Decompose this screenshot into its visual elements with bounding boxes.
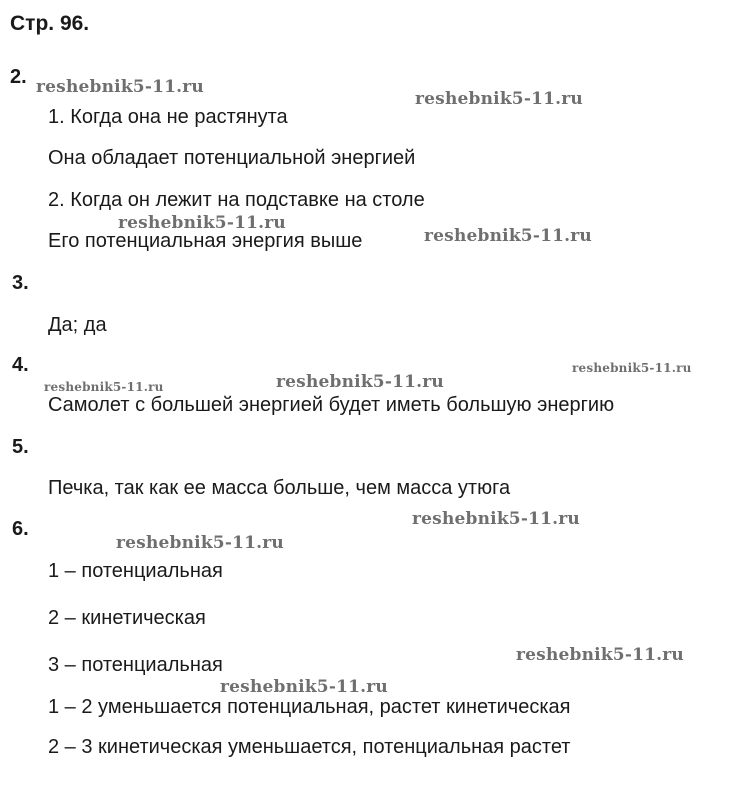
answer-line: Печка, так как ее масса больше, чем масса утюга <box>48 477 511 499</box>
answer-line: 1 – 2 уменьшается потенциальная, растет кинетическая <box>48 696 571 718</box>
answer-line: 3 – потенциальная <box>48 654 223 676</box>
question-number: 5. <box>12 436 29 458</box>
answer-line: 2 – 3 кинетическая уменьшается, потенциальная растет <box>48 736 571 758</box>
watermark: reshebnik5-11.ru <box>276 372 444 392</box>
page-title: Стр. 96. <box>10 12 90 35</box>
watermark: reshebnik5-11.ru <box>116 533 284 553</box>
watermark: reshebnik5-11.ru <box>572 361 692 375</box>
answer-line: Самолет с большей энергией будет иметь большую энергию <box>48 394 615 416</box>
watermark: reshebnik5-11.ru <box>36 77 204 97</box>
watermark: reshebnik5-11.ru <box>220 677 388 697</box>
answer-line: 2 – кинетическая <box>48 607 206 629</box>
answer-line: Да; да <box>48 314 107 336</box>
watermark: reshebnik5-11.ru <box>118 213 286 233</box>
answer-line: Его потенциальная энергия выше <box>48 230 363 252</box>
question-number: 4. <box>12 354 29 376</box>
question-number: 2. <box>10 66 27 88</box>
watermark: reshebnik5-11.ru <box>44 380 164 394</box>
question-number: 6. <box>12 518 29 540</box>
answer-line: 1 – потенциальная <box>48 560 223 582</box>
answer-line: 1. Когда она не растянута <box>48 106 288 128</box>
answer-line: 2. Когда он лежит на подставке на столе <box>48 189 425 211</box>
answer-line: Она обладает потенциальной энергией <box>48 147 416 169</box>
watermark: reshebnik5-11.ru <box>516 645 684 665</box>
question-number: 3. <box>12 272 29 294</box>
watermark: reshebnik5-11.ru <box>415 89 583 109</box>
watermark: reshebnik5-11.ru <box>412 509 580 529</box>
watermark: reshebnik5-11.ru <box>424 226 592 246</box>
